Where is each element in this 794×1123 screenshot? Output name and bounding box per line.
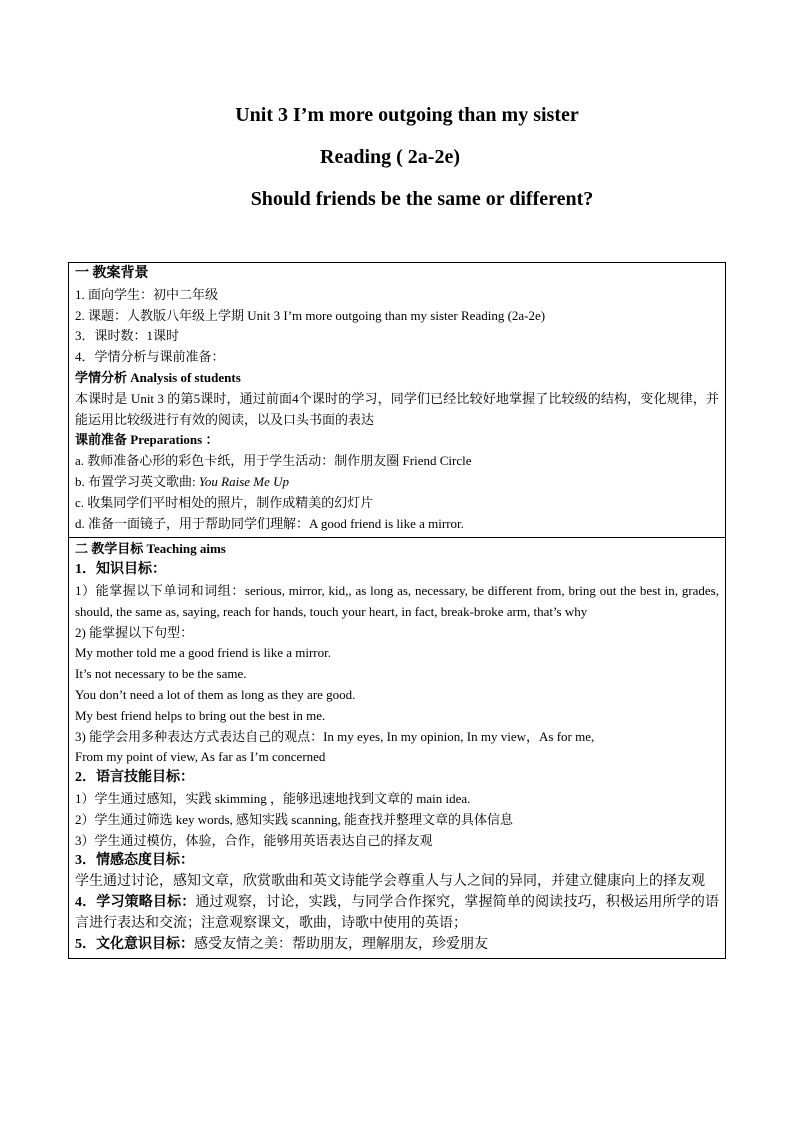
analysis-text: 本课时是 Unit 3 的第5课时，通过前面4个课时的学习，同学们已经比较好地掌握了比较级的结构，变化规律，并能运用比较级进行有效的阅读，以及口头书面的表达 <box>75 390 719 427</box>
opinions-text: 3) 能学会用多种表达方式表达自己的观点：In my eyes, In my opinion, In my view，As for me, <box>75 728 595 744</box>
list-item: 3）学生通过模仿，体验，合作，能够用英语表达自己的择友观 <box>75 832 433 848</box>
strategy-text: 通过观察，讨论，实践，与同学合作探究，掌握简单的阅读技巧，积极运用所学的语言进行表达和交流；注意观察课文，歌曲，诗歌中使用的英语； <box>75 894 720 931</box>
list-item <box>75 472 719 493</box>
strategy-paragraph <box>75 893 719 935</box>
document-question: Should friends be the same or different? <box>250 188 594 210</box>
list-item: 1）学生通过感知，实践 skimming ，能够迅速地找到文章的 main idea. <box>75 790 471 806</box>
culture-paragraph <box>75 935 719 956</box>
vocabulary-list: 1）能掌握以下单词和词组：serious, mirror, kid,, as long as, necessary, be different from, bring out the best in, grades, should, the same as, saying, reach for hands, touch your heart, in fact, break-broke arm, that’s why <box>75 582 719 619</box>
section-teaching-aims <box>69 537 725 958</box>
document-title: Unit 3 I’m more outgoing than my sister <box>235 104 579 126</box>
analysis-heading: 学情分析 Analysis of students <box>75 369 241 385</box>
attitude-text: 学生通过讨论，感知文章，欣赏歌曲和英文诗能学会尊重人与人之间的异同，并建立健康向上的择友观 <box>75 874 705 890</box>
document-subtitle: Reading ( 2a-2e) <box>320 146 460 168</box>
list-item: 3．课时数：1课时 <box>75 328 180 344</box>
subsection-heading: 3．情感态度目标： <box>75 853 194 869</box>
song-title: You Raise Me Up <box>198 473 290 489</box>
list-item: c. 收集同学们平时相处的照片，制作成精美的幻灯片 <box>75 494 374 510</box>
subsection-heading: 5．文化意识目标： <box>75 936 194 952</box>
sentence-item: It’s not necessary to be the same. <box>75 666 247 682</box>
culture-text: 感受友情之美：帮助朋友，理解朋友，珍爱朋友 <box>194 936 488 952</box>
list-item: d. 准备一面镜子，用于帮助同学们理解：A good friend is like a mirror. <box>75 515 464 531</box>
section-heading: 一 教案背景 <box>75 266 149 281</box>
list-item: 4．学情分析与课前准备： <box>75 349 225 365</box>
list-item-label: b. 布置学习英文歌曲: <box>75 473 199 489</box>
subsection-heading: 2) 能掌握以下句型： <box>75 624 194 640</box>
opinions-text: From my point of view, As far as I’m concerned <box>75 749 326 765</box>
list-item: 2. 课题：人教版八年级上学期 Unit 3 I’m more outgoing than my sister Reading (2a-2e) <box>75 307 546 323</box>
list-item: 2）学生通过筛选 key words, 感知实践 scanning, 能查找并整理文章的具体信息 <box>75 811 514 827</box>
subsection-heading: 4．学习策略目标： <box>75 894 196 910</box>
sentence-item: My mother told me a good friend is like a mirror. <box>75 645 331 661</box>
subsection-heading: 2．语言技能目标： <box>75 770 194 786</box>
list-item: 1. 面向学生：初中二年级 <box>75 286 219 302</box>
sentence-item: You don’t need a lot of them as long as they are good. <box>75 686 356 702</box>
section-background <box>69 263 725 537</box>
subsection-heading: 1．知识目标： <box>75 562 166 578</box>
preparations-heading: 课前准备 Preparations ： <box>75 432 219 448</box>
section-heading: 二 教学目标 Teaching aims <box>75 541 226 557</box>
list-item: a. 教师准备心形的彩色卡纸，用于学生活动：制作朋友圈 Friend Circle <box>75 453 472 469</box>
lesson-plan-table <box>68 262 726 959</box>
sentence-item: My best friend helps to bring out the best in me. <box>75 707 326 723</box>
